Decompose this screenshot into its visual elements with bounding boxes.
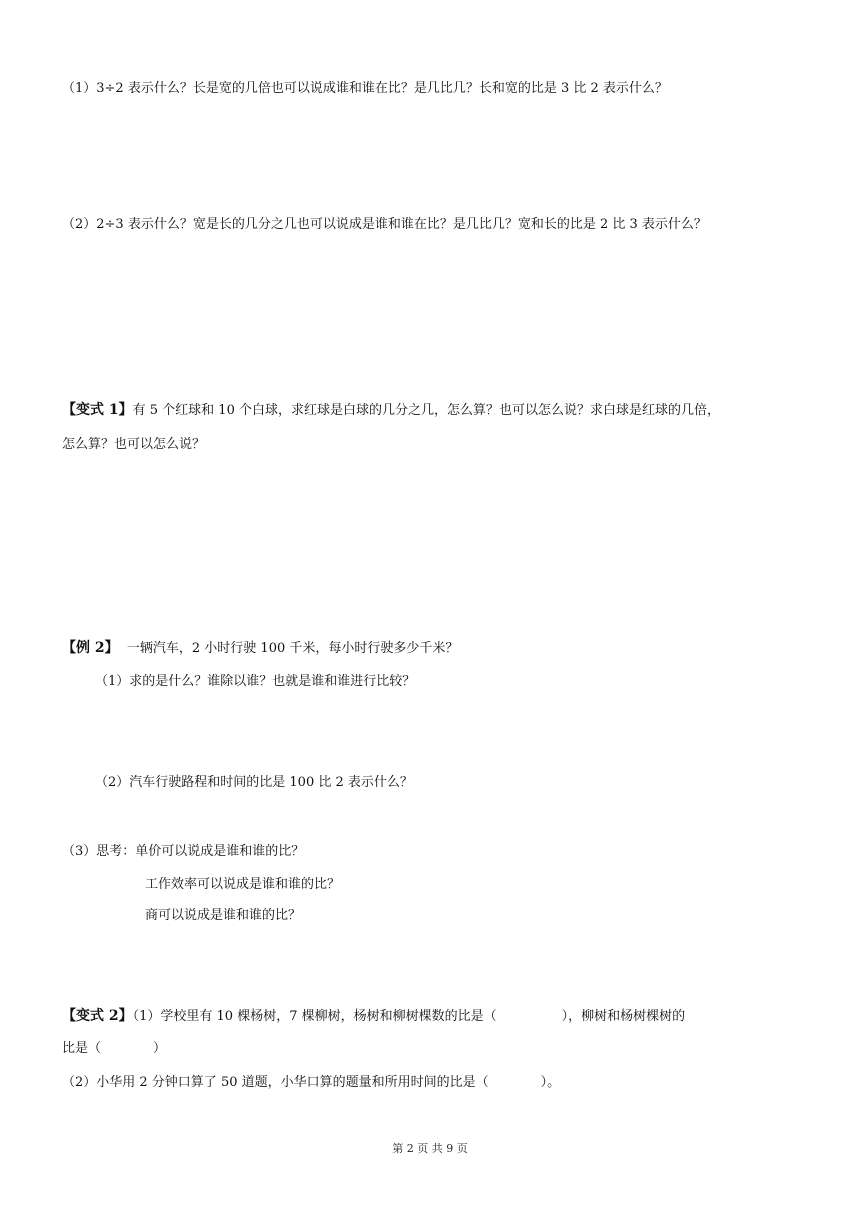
variant-1-line-1 [62,402,720,419]
variant-2-line-3: （2）小华用 2 分钟口算了 50 道题，小华口算的题量和所用时间的比是（ ）。 [62,1075,561,1090]
variant-1-label: 【变式 1】 [62,402,133,418]
variant-1-text: 有 5 个红球和 10 个白球，求红球是白球的几分之几，怎么算？也可以怎么说？求白球是红球的几倍， [132,403,720,418]
example-2-sub-1: （1）求的是什么？谁除以谁？也就是谁和谁进行比较？ [95,674,416,689]
variant-2-label: 【变式 2】 [62,1008,133,1024]
example-2-sub-2: （2）汽车行驶路程和时间的比是 100 比 2 表示什么？ [95,775,413,790]
variant-1-line-2: 怎么算？也可以怎么说？ [62,437,206,452]
page-number-footer: 第 2 页 共 9 页 [392,1142,468,1155]
example-2-sub-3b: 工作效率可以说成是谁和谁的比？ [145,877,341,892]
variant-2-line-2: 比是（ ） [62,1041,167,1056]
example-2-header [62,640,458,657]
variant-2-text: （1）学校里有 10 棵杨树，7 棵柳树，杨树和柳树棵数的比是（ ），柳树和杨树棵树的 [132,1009,686,1024]
example-2-sub-3: （3）思考：单价可以说成是谁和谁的比？ [62,844,305,859]
example-2-text: 一辆汽车，2 小时行驶 100 千米，每小时行驶多少千米？ [126,641,459,656]
question-1: （1）3÷2 表示什么？长是宽的几倍也可以说成谁和谁在比？是几比几？长和宽的比是 3 比 2 表示什么？ [62,81,668,96]
question-2: （2）2÷3 表示什么？宽是长的几分之几也可以说成是谁和谁在比？是几比几？宽和长的比是 2 比 3 表示什么？ [62,217,707,232]
example-2-sub-3c: 商可以说成是谁和谁的比？ [145,908,302,923]
variant-2-line-1 [62,1008,685,1025]
example-2-label: 【例 2】 [62,640,119,656]
